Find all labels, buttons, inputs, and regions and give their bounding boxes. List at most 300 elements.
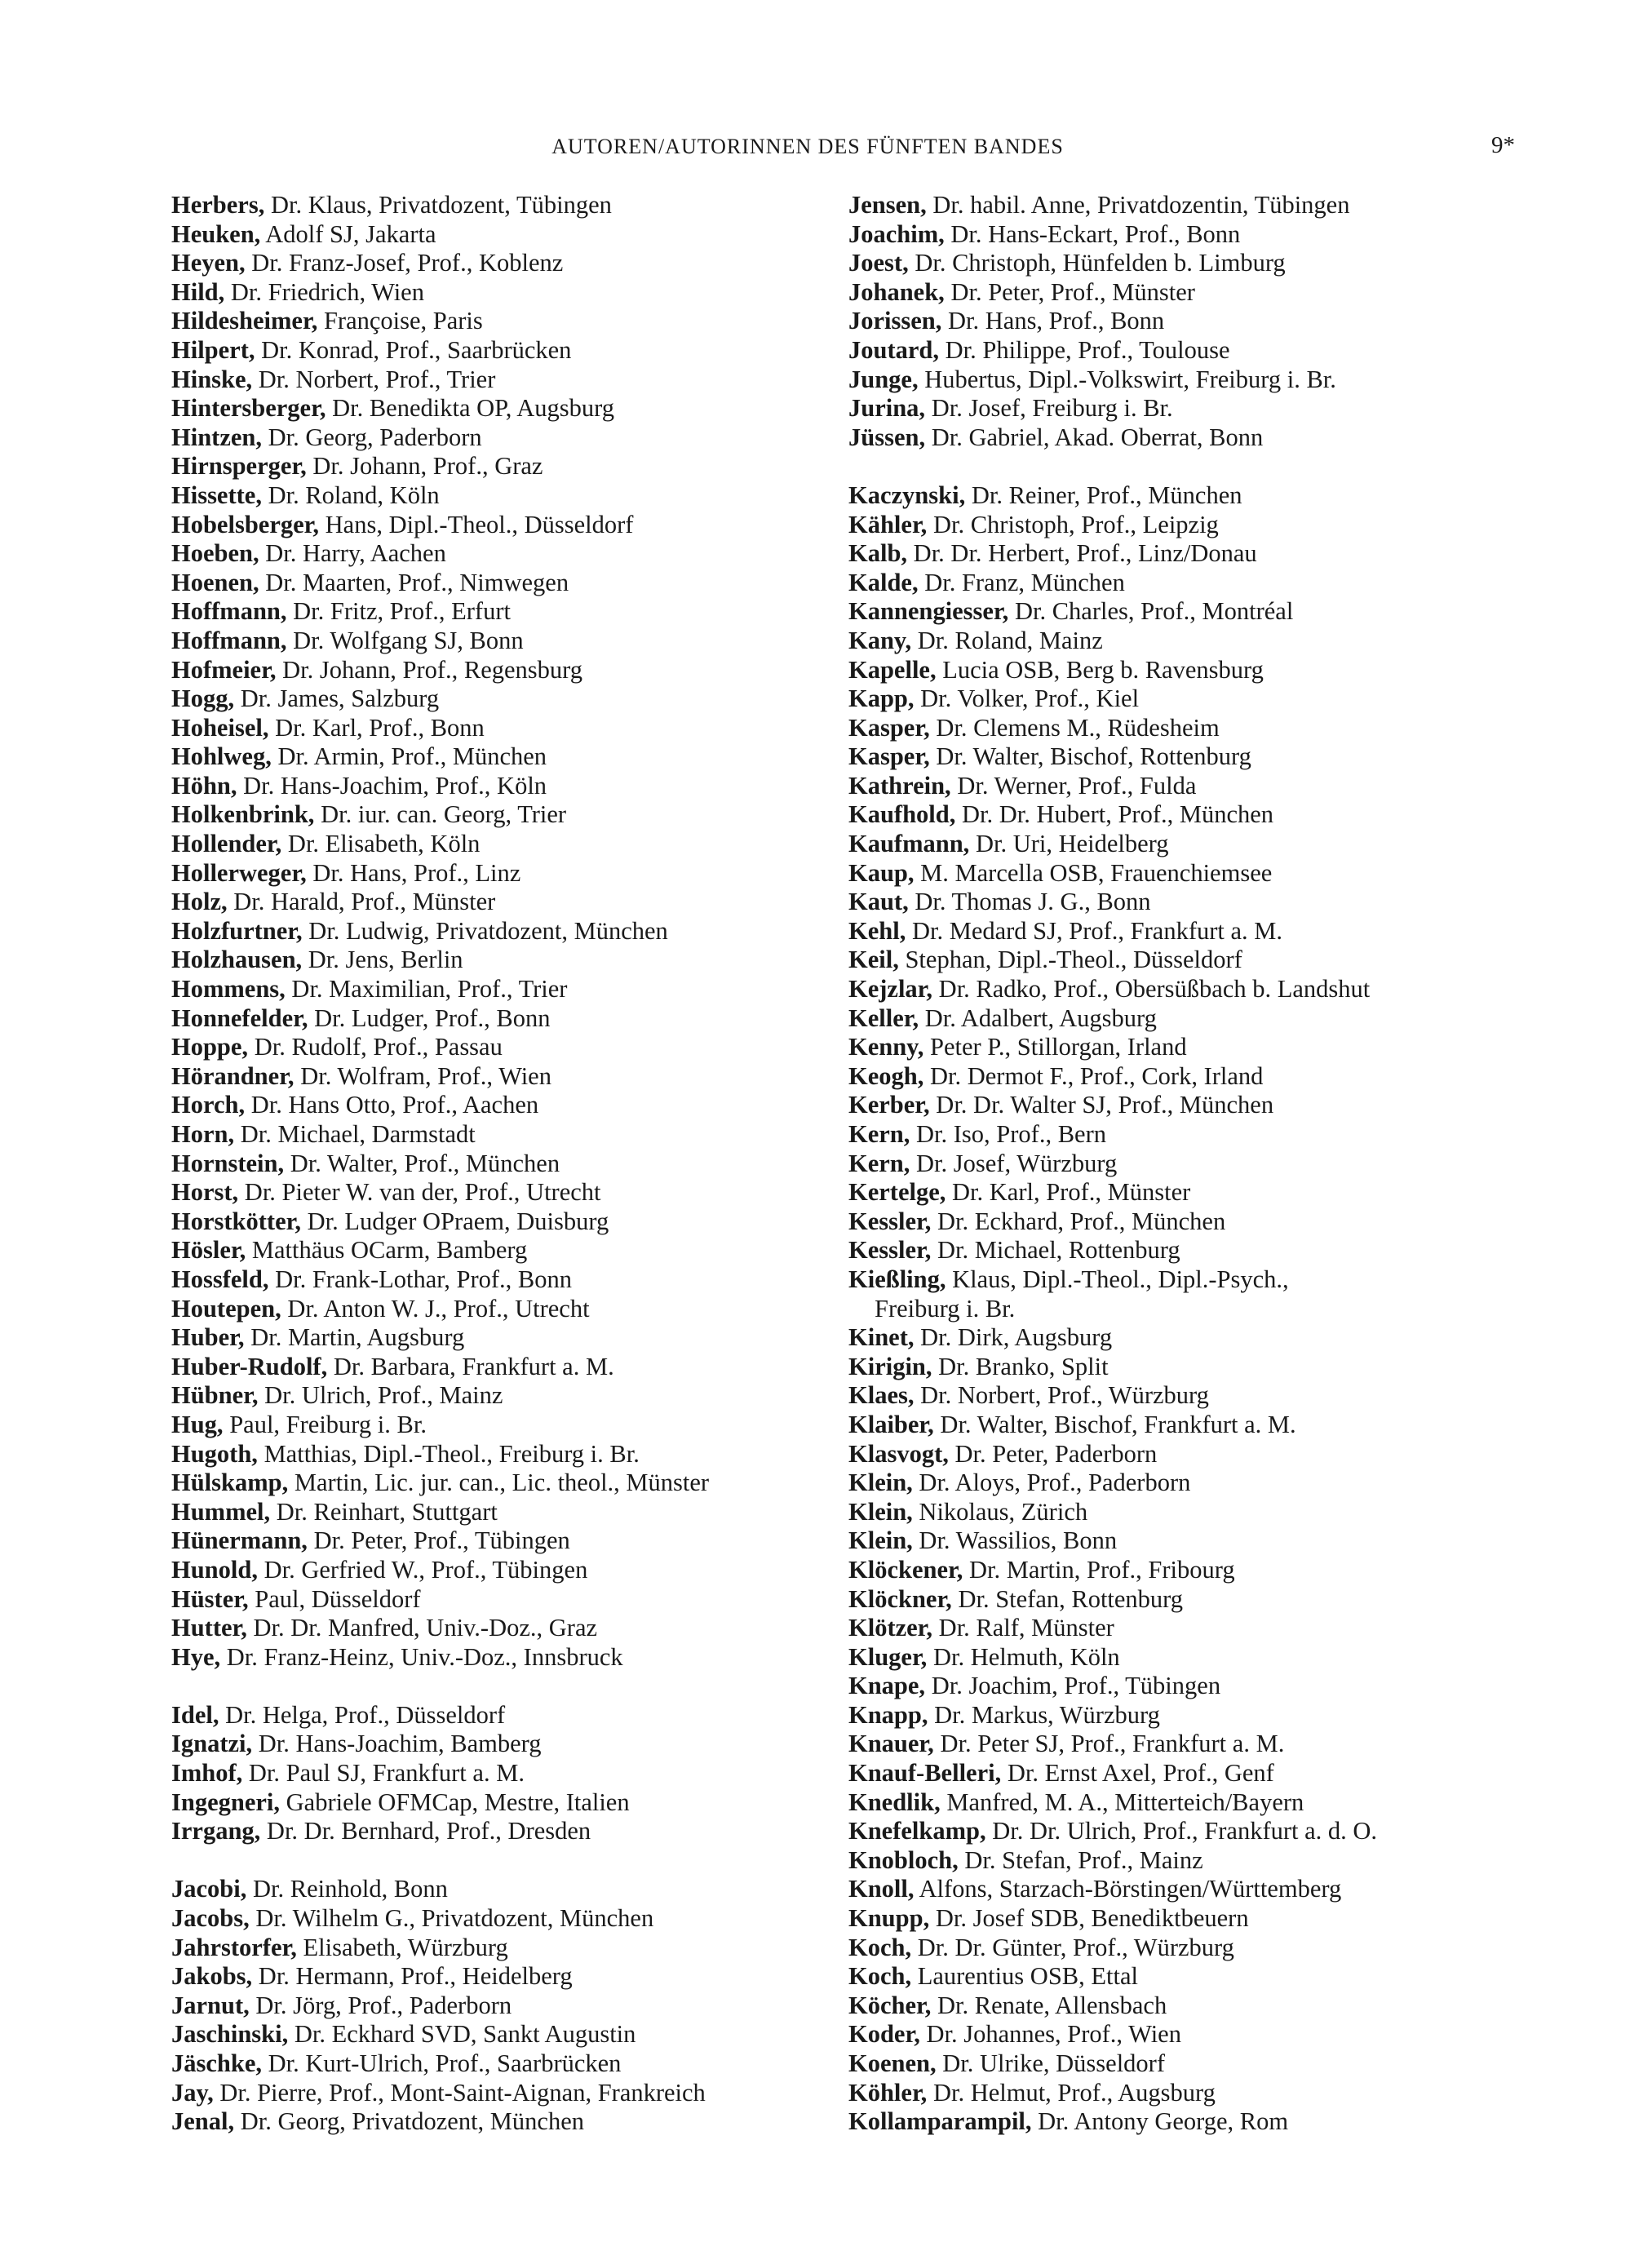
author-details: Alfons, Starzach-Börstingen/Württemberg [919,1875,1342,1903]
author-surname: Kern, [848,1120,910,1148]
author-details: Dr. Dr. Ulrich, Prof., Frankfurt a. d. O. [992,1817,1378,1845]
author-entry [848,1265,1517,1295]
author-surname: Koenen, [848,2049,937,2077]
author-entry [848,1411,1517,1440]
author-surname: Kaut, [848,888,909,916]
author-surname: Honnefelder, [171,1004,308,1032]
author-details: Matthias, Dipl.-Theol., Freiburg i. Br. [264,1439,640,1468]
author-details: Dr. Wolfgang SJ, Bonn [293,626,524,654]
author-surname: Hummel, [171,1497,271,1526]
author-surname: Hornstein, [171,1149,285,1177]
author-details: Dr. Martin, Augsburg [250,1323,465,1352]
author-entry [171,1440,848,1469]
author-details: Dr. Hans, Prof., Linz [312,858,521,887]
author-details: Dr. Norbert, Prof., Trier [258,365,496,393]
author-entry [848,1004,1517,1034]
author-entry [848,2107,1517,2137]
author-details: Dr. Rudolf, Prof., Passau [254,1033,503,1061]
author-details: Dr. Pierre, Prof., Mont-Saint-Aignan, Frankreich [219,2078,706,2107]
author-entry [848,249,1517,278]
author-entry [848,772,1517,801]
author-surname: Kessler, [848,1236,932,1265]
author-entry [848,1585,1517,1615]
author-surname: Jay, [171,2078,214,2107]
author-details: Dr. Walter, Bischof, Frankfurt a. M. [940,1410,1296,1438]
author-details: Dr. Klaus, Privatdozent, Tübingen [270,191,612,219]
author-details: Dr. Roland, Köln [268,481,440,509]
author-surname: Holkenbrink, [171,800,315,829]
author-surname: Idel, [171,1700,219,1729]
author-entry [171,539,848,569]
author-surname: Kaufmann, [848,830,970,858]
author-entry [848,1207,1517,1237]
author-details: Dr. Aloys, Prof., Paderborn [919,1469,1191,1497]
author-surname: Kertelge, [848,1178,946,1207]
author-surname: Hoenen, [171,568,259,596]
author-details: Manfred, M. A., Mitterteich/Bayern [946,1788,1304,1816]
author-details: Dr. Karl, Prof., Bonn [275,713,485,742]
author-entry [171,1207,848,1237]
author-entry [171,336,848,366]
author-surname: Hilpert, [171,335,255,364]
author-surname: Jensen, [848,191,927,219]
author-entry [171,394,848,423]
author-column-left [171,191,848,2137]
author-entry [171,1381,848,1411]
author-surname: Kalb, [848,539,908,568]
author-surname: Kenny, [848,1033,924,1061]
author-surname: Hintzen, [171,423,262,451]
author-entry [171,1120,848,1150]
author-entry [848,1440,1517,1469]
author-entry [848,656,1517,685]
author-details: Dr. Georg, Paderborn [268,423,482,451]
author-details: Dr. Georg, Privatdozent, München [240,2107,585,2136]
author-entry [848,423,1517,453]
author-entry [171,569,848,598]
author-surname: Klötzer, [848,1614,933,1642]
author-surname: Knauer, [848,1730,934,1758]
author-details: Dr. Harry, Aachen [265,539,446,568]
author-surname: Holz, [171,888,228,916]
author-surname: Jäschke, [171,2049,262,2077]
author-details: Dr. Iso, Prof., Bern [916,1120,1106,1148]
author-entry [171,249,848,278]
author-details: Dr. Markus, Würzburg [934,1700,1160,1729]
author-details: Dr. Hermann, Prof., Heidelberg [258,1962,573,1991]
author-surname: Hünermann, [171,1526,308,1555]
author-surname: Huber-Rudolf, [171,1352,328,1380]
author-entry [171,481,848,511]
author-surname: Hollender, [171,830,282,858]
author-surname: Horn, [171,1120,235,1148]
author-surname: Knefelkamp, [848,1817,986,1845]
author-entry [848,1730,1517,1759]
author-details: Dr. Ulrike, Düsseldorf [942,2049,1165,2077]
author-entry [171,859,848,888]
author-surname: Kalde, [848,568,919,596]
author-details: Dr. Dr. Manfred, Univ.-Doz., Graz [253,1614,598,1642]
author-entry [171,1236,848,1265]
author-surname: Hörandner, [171,1061,295,1090]
author-surname: Koder, [848,2020,920,2049]
author-surname: Keogh, [848,1061,924,1090]
author-entry [848,1295,1517,1324]
author-details: Dr. Helmut, Prof., Augsburg [932,2078,1216,2107]
author-entry [171,2079,848,2108]
author-entry [848,1323,1517,1353]
author-entry [171,627,848,656]
author-surname: Hösler, [171,1236,246,1265]
author-details: Hubertus, Dipl.-Volkswirt, Freiburg i. Br. [924,365,1336,393]
author-details: Dr. Radko, Prof., Obersüßbach b. Landshut [938,975,1371,1004]
author-entry [171,1556,848,1585]
author-surname: Köhler, [848,2078,928,2107]
author-entry [171,1614,848,1643]
author-surname: Kasper, [848,713,930,742]
author-details: Dr. Josef, Würzburg [916,1149,1118,1177]
author-entry [848,539,1517,569]
author-surname: Hogg, [171,685,235,713]
author-surname: Kerber, [848,1091,930,1119]
author-surname: Horstkötter, [171,1207,301,1235]
author-entry [171,220,848,250]
author-entry [848,1672,1517,1701]
author-details: Dr. Franz-Josef, Prof., Koblenz [251,249,564,277]
author-surname: Hunold, [171,1555,258,1584]
author-entry [171,1701,848,1730]
page-number: 9* [1491,132,1515,158]
author-surname: Keller, [848,1004,919,1032]
author-details: Gabriele OFMCap, Mestre, Italien [286,1788,630,1816]
author-entry [848,1614,1517,1643]
author-entry [171,772,848,801]
author-details: Dr. Wolfram, Prof., Wien [300,1061,551,1090]
author-entry [171,917,848,946]
author-details: Dr. Hans, Prof., Bonn [948,307,1165,335]
author-entry [848,1062,1517,1092]
author-entry [848,597,1517,627]
author-entry [171,366,848,395]
author-surname: Jorissen, [848,307,942,335]
author-entry [848,1904,1517,1934]
author-details: Dr. Maarten, Prof., Nimwegen [265,568,569,596]
author-entry [848,800,1517,830]
author-entry [848,1817,1517,1846]
author-details: Dr. Gabriel, Akad. Oberrat, Bonn [931,423,1264,451]
author-details: Dr. Konrad, Prof., Saarbrücken [261,335,572,364]
author-entry [171,1875,848,1904]
author-surname: Kapp, [848,685,915,713]
author-details: Dr. Wilhelm G., Privatdozent, München [255,1904,654,1933]
author-surname: Hüster, [171,1584,249,1613]
author-surname: Jaschinski, [171,2020,289,2049]
author-entry [848,917,1517,946]
author-details: Dr. Christoph, Hünfelden b. Limburg [915,249,1286,277]
author-details: Dr. Ralf, Münster [938,1614,1114,1642]
author-details: Dr. Adalbert, Augsburg [924,1004,1157,1032]
author-entry [848,1150,1517,1179]
author-entry [848,1992,1517,2021]
author-details: Dr. Clemens M., Rüdesheim [936,713,1220,742]
author-details: Dr. Jörg, Prof., Paderborn [255,1991,512,2019]
author-entry [848,1381,1517,1411]
author-details: Dr. Barbara, Frankfurt a. M. [333,1352,614,1380]
author-surname: Kapelle, [848,655,937,684]
author-details: Dr. Philippe, Prof., Toulouse [945,335,1230,364]
author-details: Dr. Charles, Prof., Montréal [1014,597,1294,626]
author-entry [171,1643,848,1673]
author-details: Dr. Medard SJ, Prof., Frankfurt a. M. [911,916,1283,945]
author-details: Dr. Volker, Prof., Kiel [920,685,1140,713]
author-surname: Klein, [848,1526,913,1555]
author-surname: Hossfeld, [171,1265,269,1293]
author-entry [171,1469,848,1498]
author-details: Dr. Karl, Prof., Münster [952,1178,1191,1207]
author-details: Dr. Werner, Prof., Fulda [957,771,1197,800]
author-surname: Hohlweg, [171,742,272,771]
author-entry [848,1643,1517,1673]
author-details: Dr. Uri, Heidelberg [975,830,1169,858]
author-entry [848,888,1517,917]
author-surname: Kluger, [848,1642,928,1671]
author-entry [171,2107,848,2137]
author-details: Dr. Renate, Allensbach [937,1991,1167,2019]
author-entry [171,714,848,743]
author-surname: Kannengiesser, [848,597,1009,626]
author-details: Dr. Josef, Freiburg i. Br. [931,394,1173,423]
author-details: Dr. Benedikta OP, Augsburg [332,394,615,423]
author-entry [848,191,1517,220]
author-entry [848,1178,1517,1207]
author-details: Dr. iur. can. Georg, Trier [321,800,567,829]
author-entry [848,627,1517,656]
author-details: Dr. Josef SDB, Benediktbeuern [935,1904,1249,1933]
author-details: Lucia OSB, Berg b. Ravensburg [942,655,1264,684]
author-entry [171,1585,848,1615]
author-entry [848,366,1517,395]
author-surname: Knoll, [848,1875,915,1903]
author-surname: Holzhausen, [171,946,303,974]
author-entry [171,1323,848,1353]
author-surname: Hissette, [171,481,262,509]
author-details: Françoise, Paris [323,307,483,335]
author-surname: Klöckener, [848,1555,963,1584]
author-details: Dr. Peter, Paderborn [954,1439,1158,1468]
author-entry [171,1788,848,1818]
author-entry [171,191,848,220]
author-details: Martin, Lic. jur. can., Lic. theol., Münster [294,1469,710,1497]
author-surname: Ingegneri, [171,1788,281,1816]
author-details: Dr. Dr. Bernhard, Prof., Dresden [266,1817,591,1845]
author-surname: Kehl, [848,916,906,945]
author-entry [848,1353,1517,1382]
author-surname: Knupp, [848,1904,930,1933]
author-details: Dr. Friedrich, Wien [230,277,424,306]
author-surname: Kaup, [848,858,915,887]
author-details: Adolf SJ, Jakarta [265,219,436,248]
author-details: Dr. Ludwig, Privatdozent, München [308,916,668,945]
author-surname: Kießling, [848,1265,946,1293]
author-details: M. Marcella OSB, Frauenchiemsee [920,858,1273,887]
author-details: Dr. Gerfried W., Prof., Tübingen [264,1555,588,1584]
author-surname: Holzfurtner, [171,916,303,945]
author-entry [848,714,1517,743]
author-entry [171,1759,848,1788]
author-details: Dr. Johannes, Prof., Wien [926,2020,1181,2049]
author-details: Dr. Hans-Eckart, Prof., Bonn [950,219,1241,248]
author-details: Dr. Anton W. J., Prof., Utrecht [287,1294,590,1323]
author-surname: Hild, [171,277,225,306]
author-entry [171,1962,848,1992]
author-entry [171,1265,848,1295]
author-surname: Knedlik, [848,1788,941,1816]
author-entry [171,1062,848,1092]
author-details: Dr. Eckhard SVD, Sankt Augustin [294,2020,636,2049]
author-details: Dr. Dermot F., Prof., Cork, Irland [929,1061,1264,1090]
author-entry [848,1759,1517,1788]
author-entry [171,946,848,975]
author-details: Dr. Martin, Prof., Fribourg [968,1555,1235,1584]
author-surname: Kollamparampil, [848,2107,1032,2136]
author-surname: Hübner, [171,1381,259,1410]
author-surname: Hofmeier, [171,655,277,684]
author-details: Klaus, Dipl.-Theol., Dipl.-Psych., [952,1265,1289,1293]
author-details: Stephan, Dipl.-Theol., Düsseldorf [905,946,1242,974]
author-surname: Jahrstorfer, [171,1933,297,1961]
author-entry [171,1150,848,1179]
author-details: Dr. Walter, Prof., München [290,1149,560,1177]
author-surname: Klein, [848,1469,913,1497]
author-details: Dr. Elisabeth, Köln [287,830,481,858]
author-surname: Hinske, [171,365,253,393]
author-entry [848,1962,1517,1992]
author-entry [848,2079,1517,2108]
author-details: Dr. Norbert, Prof., Würzburg [920,1381,1209,1410]
author-entry [171,1411,848,1440]
author-entry [848,1033,1517,1062]
author-surname: Hommens, [171,975,286,1004]
author-entry [171,656,848,685]
author-surname: Herbers, [171,191,265,219]
author-surname: Kessler, [848,1207,932,1235]
author-details: Dr. Ludger OPraem, Duisburg [307,1207,609,1235]
author-surname: Johanek, [848,277,945,306]
author-entry [171,1526,848,1556]
author-surname: Keil, [848,946,899,974]
author-details: Dr. Maximilian, Prof., Trier [291,975,568,1004]
author-entry [171,1730,848,1759]
author-details: Dr. Harald, Prof., Münster [233,888,496,916]
author-entry [171,1498,848,1527]
author-details: Dr. Johann, Prof., Graz [312,452,543,481]
author-details: Dr. James, Salzburg [240,685,440,713]
author-details: Dr. Paul SJ, Frankfurt a. M. [248,1759,525,1788]
author-details: Dr. Reinhold, Bonn [252,1875,448,1903]
author-surname: Imhof, [171,1759,243,1788]
author-details: Dr. Peter SJ, Prof., Frankfurt a. M. [940,1730,1285,1758]
author-column-right [848,191,1517,2137]
author-surname: Kirigin, [848,1352,932,1380]
author-details: Dr. Reinhart, Stuttgart [276,1497,498,1526]
author-entry [171,742,848,772]
author-details: Dr. Dirk, Augsburg [920,1323,1113,1352]
author-details: Dr. Antony George, Rom [1038,2107,1289,2136]
author-surname: Jacobi, [171,1875,247,1903]
author-surname: Irrgang, [171,1817,261,1845]
author-details: Dr. Helga, Prof., Düsseldorf [225,1700,506,1729]
author-details: Hans, Dipl.-Theol., Düsseldorf [325,510,634,538]
author-details: Dr. Peter, Prof., Tübingen [313,1526,570,1555]
author-surname: Joest, [848,249,909,277]
author-entry [848,859,1517,888]
author-surname: Jakobs, [171,1962,253,1991]
author-details: Dr. Eckhard, Prof., München [937,1207,1226,1235]
author-details: Dr. Branko, Split [938,1352,1109,1380]
author-surname: Hoppe, [171,1033,249,1061]
author-details: Dr. Hans-Joachim, Prof., Köln [243,771,547,800]
author-details: Dr. Walter, Bischof, Rottenburg [936,742,1251,771]
author-details: Dr. Roland, Mainz [917,626,1103,654]
author-surname: Koch, [848,1933,912,1961]
author-entry [171,1178,848,1207]
author-details: Dr. Hans-Joachim, Bamberg [258,1730,542,1758]
author-entry [848,1556,1517,1585]
author-surname: Jacobs, [171,1904,250,1933]
author-details: Matthäus OCarm, Bamberg [251,1236,528,1265]
author-entry [171,2049,848,2079]
author-details: Dr. Frank-Lothar, Prof., Bonn [275,1265,572,1293]
author-entry [171,1992,848,2021]
author-details: Dr. Stefan, Rottenburg [958,1584,1184,1613]
author-entry [848,307,1517,336]
author-entry [848,1469,1517,1498]
author-details: Dr. Armin, Prof., München [277,742,547,771]
author-details: Dr. Dr. Walter SJ, Prof., München [936,1091,1274,1119]
author-details: Paul, Düsseldorf [255,1584,421,1613]
author-surname: Köcher, [848,1991,932,2019]
author-surname: Kaczynski, [848,481,966,509]
author-entry [171,597,848,627]
author-surname: Kähler, [848,510,928,538]
author-details: Dr. Franz, München [924,568,1125,596]
author-surname: Hollerweger, [171,858,307,887]
author-details: Dr. Ulrich, Prof., Mainz [264,1381,503,1410]
author-entry [171,1004,848,1034]
author-surname: Jurina, [848,394,926,423]
author-entry [848,1526,1517,1556]
author-surname: Jüssen, [848,423,926,451]
author-entry [171,685,848,714]
author-entry [171,307,848,336]
author-details: Dr. Thomas J. G., Bonn [915,888,1151,916]
author-details: Dr. Pieter W. van der, Prof., Utrecht [244,1178,601,1207]
author-surname: Hoheisel, [171,713,269,742]
author-entry [848,1934,1517,1963]
author-surname: Horst, [171,1178,239,1207]
author-surname: Hoffmann, [171,626,287,654]
author-entry [848,220,1517,250]
author-entry [848,742,1517,772]
author-entry [171,975,848,1004]
author-details: Dr. Helmuth, Köln [932,1642,1120,1671]
author-entry [171,1353,848,1382]
author-surname: Kinet, [848,1323,915,1352]
author-surname: Horch, [171,1091,246,1119]
author-surname: Ignatzi, [171,1730,253,1758]
author-details: Nikolaus, Zürich [919,1497,1088,1526]
author-entry [171,800,848,830]
